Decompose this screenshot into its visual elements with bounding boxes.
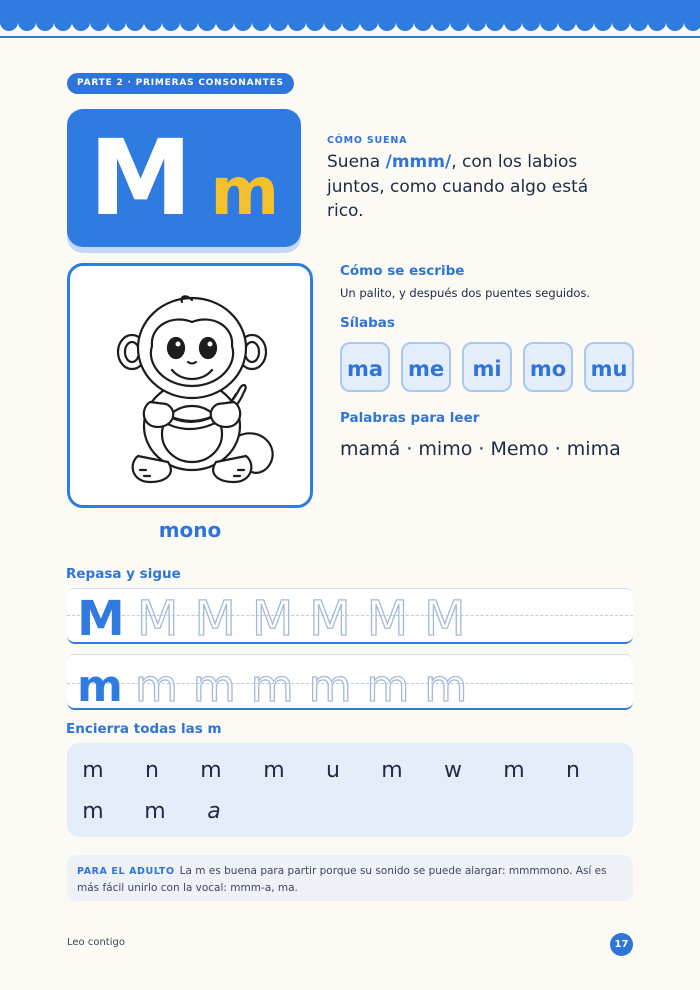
scallop xyxy=(252,13,270,31)
find-letter[interactable]: m xyxy=(144,799,166,824)
scallop xyxy=(180,13,198,31)
reading-words: mamá · mimo · Memo · mima xyxy=(340,438,621,460)
scallop xyxy=(630,13,648,31)
scallop xyxy=(594,13,612,31)
find-letter[interactable]: n xyxy=(145,758,159,783)
sound-highlight: /mmm/ xyxy=(385,152,452,172)
ghost-letter: M xyxy=(137,591,179,647)
scallop xyxy=(432,13,450,31)
scallop xyxy=(666,13,684,31)
scallop xyxy=(612,13,630,31)
letter-card xyxy=(67,109,301,247)
tracing-row-uppercase[interactable] xyxy=(67,588,633,647)
sound-text-after: , con los labios juntos, como cuando algo está rico. xyxy=(327,152,589,221)
scallop xyxy=(162,13,180,31)
scallop xyxy=(522,13,540,31)
syllable-card: me xyxy=(401,342,451,392)
ghost-letter: M xyxy=(251,591,294,647)
adult-note-text: La m es buena para partir porque su sonido se puede alargar: mmmmono. Así es más fácil unirlo con la vocal: mmm-a, ma. xyxy=(77,865,607,894)
sound-text-before: Suena xyxy=(327,152,386,172)
scallop xyxy=(468,13,486,31)
ghost-letter: M xyxy=(366,591,409,647)
find-letter[interactable]: m xyxy=(82,799,104,824)
scallop xyxy=(486,13,504,31)
find-letter[interactable]: u xyxy=(326,758,340,783)
picture-word: mono xyxy=(158,518,222,542)
scallop xyxy=(216,13,234,31)
scallop xyxy=(342,13,360,31)
syllable-card: mu xyxy=(584,342,634,392)
syllable-card: ma xyxy=(340,342,390,392)
find-letters-box xyxy=(67,743,633,837)
scallop xyxy=(396,13,414,31)
scallop xyxy=(90,13,108,31)
find-letter[interactable]: a xyxy=(207,799,221,824)
scallop xyxy=(72,13,90,31)
scallop xyxy=(144,13,162,31)
find-heading: Encierra todas las m xyxy=(66,721,222,737)
ghost-letter: m xyxy=(135,661,178,712)
scalloped-header-band xyxy=(0,0,700,42)
adult-note xyxy=(67,855,633,901)
ghost-letter: m xyxy=(308,661,352,712)
syllables-heading: Sílabas xyxy=(340,315,395,331)
page-number: 17 xyxy=(610,933,633,956)
scallop xyxy=(540,13,558,31)
footer-book-title: Leo contigo xyxy=(67,937,125,948)
ghost-letter: m xyxy=(250,661,294,712)
scallop xyxy=(414,13,432,31)
tracing-row-lowercase[interactable] xyxy=(67,654,633,710)
scallop xyxy=(306,13,324,31)
scallop xyxy=(0,13,18,31)
scallop xyxy=(126,13,144,31)
scallop xyxy=(378,13,396,31)
letter-uppercase: M xyxy=(88,117,191,239)
scallop xyxy=(504,13,522,31)
find-letter[interactable]: m xyxy=(503,758,525,783)
ghost-letter: m xyxy=(424,661,468,712)
ghost-letter: M xyxy=(424,591,466,647)
find-letter[interactable]: m xyxy=(263,758,285,783)
scallop xyxy=(360,13,378,31)
tracing-model-letter: m xyxy=(77,661,123,712)
writing-description: Un palito, y después dos puentes seguidos. xyxy=(340,286,591,300)
scallop xyxy=(270,13,288,31)
find-letter[interactable]: m xyxy=(82,758,104,783)
find-letter[interactable]: m xyxy=(381,758,403,783)
scallop xyxy=(324,13,342,31)
scallop xyxy=(234,13,252,31)
ghost-letter: m xyxy=(192,661,236,712)
tracing-ghost-letters xyxy=(135,662,467,712)
ghost-letter: M xyxy=(309,591,351,647)
find-letter[interactable]: n xyxy=(566,758,580,783)
syllables-row xyxy=(340,342,634,392)
section-label: PARTE 2 · PRIMERAS CONSONANTES xyxy=(67,73,294,94)
find-letter[interactable]: w xyxy=(444,758,462,783)
scallop xyxy=(576,13,594,31)
letter-lowercase: m xyxy=(210,153,280,230)
scallop xyxy=(198,13,216,31)
syllable-card: mo xyxy=(523,342,573,392)
ghost-letter: m xyxy=(366,661,410,712)
scallop xyxy=(558,13,576,31)
syllable-card: mi xyxy=(462,342,512,392)
monkey-icon xyxy=(110,286,274,491)
find-letter[interactable]: m xyxy=(200,758,222,783)
sound-label: CÓMO SUENA xyxy=(327,135,408,146)
scallop xyxy=(450,13,468,31)
tracing-ghost-letters xyxy=(137,591,466,647)
scallop xyxy=(288,13,306,31)
adult-note-label: PARA EL ADULTO xyxy=(77,866,175,877)
picture-card xyxy=(67,263,313,508)
writing-heading: Cómo se escribe xyxy=(340,263,465,279)
scallop xyxy=(108,13,126,31)
ghost-letter: M xyxy=(194,591,236,647)
words-heading: Palabras para leer xyxy=(340,410,480,426)
scallop xyxy=(18,13,36,31)
scallop xyxy=(54,13,72,31)
scallop xyxy=(648,13,666,31)
tracing-heading: Repasa y sigue xyxy=(66,566,181,582)
tracing-model-letter: M xyxy=(77,591,125,647)
scallop xyxy=(36,13,54,31)
sound-description xyxy=(327,150,627,224)
